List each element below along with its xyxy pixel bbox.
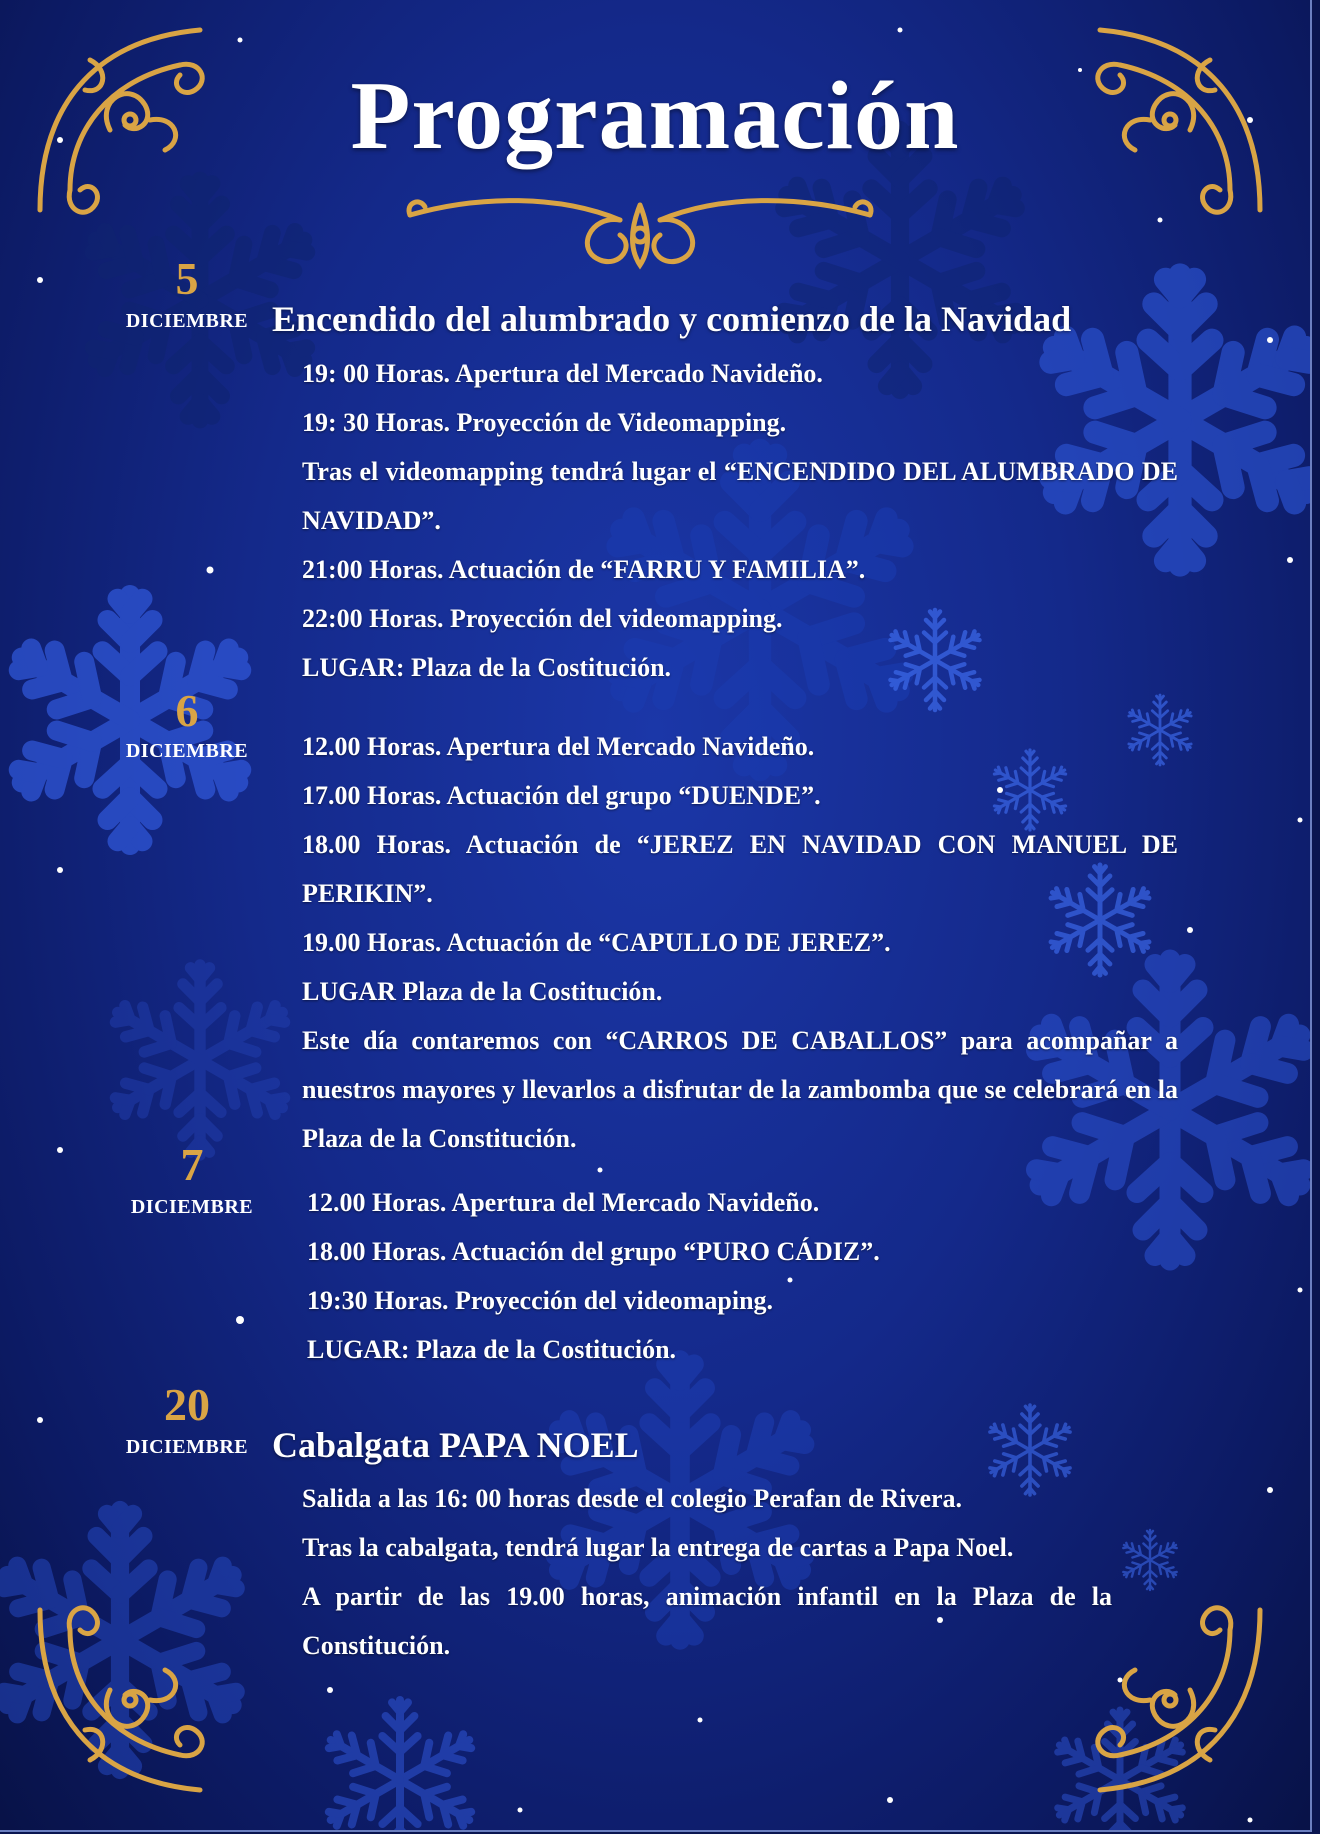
event-line: LUGAR: Plaza de la Costitución.: [302, 653, 672, 682]
event-month: DICIEMBRE: [125, 1436, 249, 1458]
event-day: 20: [164, 1379, 210, 1430]
event-line: 21:00 Horas. Actuación de “FARRU Y FAMILIA”.: [302, 555, 866, 584]
event-line: A partir de las 19.00 horas, animación infantil en la Plaza de la Constitución.: [302, 1582, 1112, 1660]
gold-filigree-ornament: [30, 1600, 230, 1800]
event-line: 22:00 Horas. Proyección del videomapping.: [302, 604, 783, 633]
event-day: 5: [175, 253, 199, 304]
event-heading: Cabalgata PAPA NOEL: [272, 1425, 639, 1465]
event-month: DICIEMBRE: [125, 740, 249, 762]
event-day: 6: [175, 685, 199, 736]
event-line: 12.00 Horas. Apertura del Mercado Navideño.: [307, 1188, 820, 1217]
gold-scroll-divider: [400, 185, 880, 275]
event-day: 7: [180, 1139, 204, 1190]
event-line: 19.00 Horas. Actuación de “CAPULLO DE JEREZ”.: [302, 928, 891, 957]
snowflake-icon: [107, 965, 292, 1155]
snowflake-icon: [322, 1700, 478, 1830]
event-lines: [302, 1474, 1112, 1670]
page-title: Programación: [350, 62, 960, 170]
event-line: 18.00 Horas. Actuación de “JEREZ EN NAVIDAD CON MANUEL DE PERIKIN”.: [302, 830, 1178, 908]
event-line: Salida a las 16: 00 horas desde el colegio Perafan de Rivera.: [302, 1484, 963, 1513]
event-line: 19: 30 Horas. Proyección de Videomapping.: [302, 408, 787, 437]
event-line: LUGAR Plaza de la Costitución.: [302, 977, 663, 1006]
event-line: Este día contaremos con “CARROS DE CABALLOS” para acompañar a nuestros mayores y llevarlos a disfrutar de la zambomba que se celebrará en la Plaza de la Constitución.: [302, 1026, 1178, 1153]
event-line: 19: 00 Horas. Apertura del Mercado Navideño.: [302, 359, 823, 388]
event-line: 18.00 Horas. Actuación del grupo “PURO CÁDIZ”.: [307, 1237, 880, 1266]
event-lines: [302, 722, 1178, 1163]
snowflake-icon: [1121, 1530, 1180, 1590]
event-line: 17.00 Horas. Actuación del grupo “DUENDE”.: [302, 781, 821, 810]
event-line: LUGAR: Plaza de la Costitución.: [307, 1335, 677, 1364]
event-heading: Encendido del alumbrado y comienzo de la Navidad: [272, 299, 1072, 339]
event-line: Tras el videomapping tendrá lugar el “ENCENDIDO DEL ALUMBRADO DE NAVIDAD”.: [302, 457, 1178, 535]
event-lines: [307, 1178, 1178, 1374]
event-lines: [302, 349, 1178, 692]
event-line: Tras la cabalgata, tendrá lugar la entrega de cartas a Papa Noel.: [302, 1533, 1014, 1562]
event-line: 19:30 Horas. Proyección del videomaping.: [307, 1286, 774, 1315]
event-month: DICIEMBRE: [125, 310, 249, 332]
event-line: 12.00 Horas. Apertura del Mercado Navideño.: [302, 732, 815, 761]
event-month: DICIEMBRE: [130, 1196, 254, 1218]
